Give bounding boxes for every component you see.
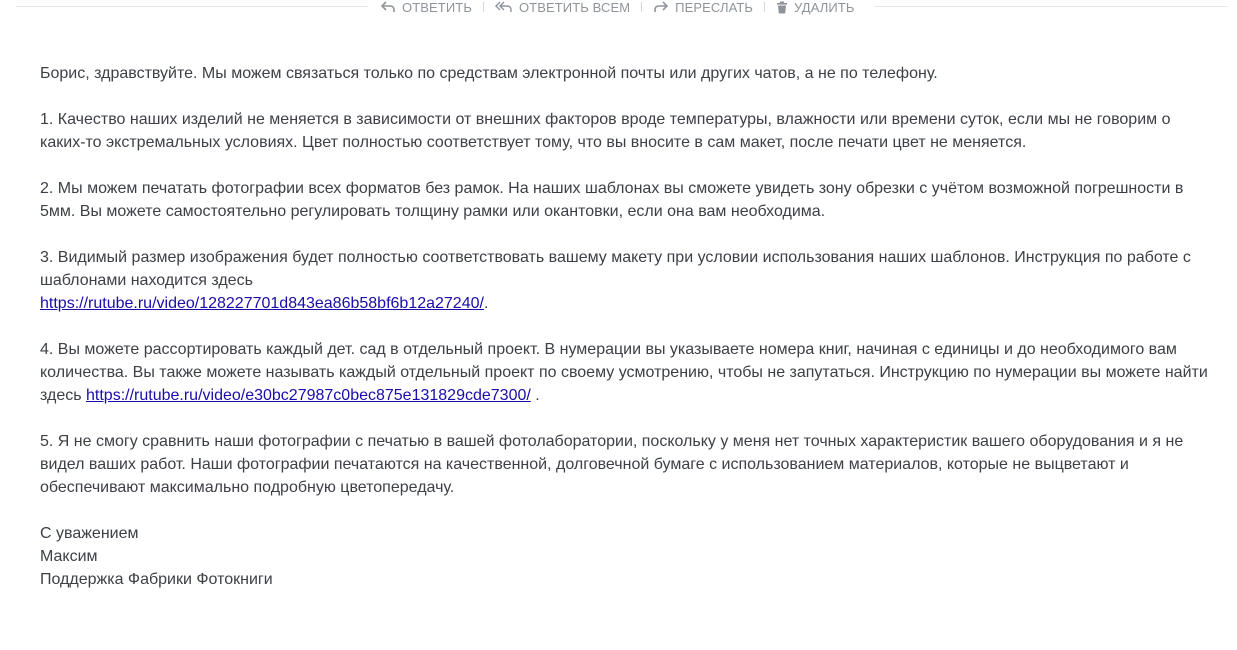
reply-all-button[interactable] (495, 0, 630, 15)
message-signature (40, 522, 1210, 591)
toolbar-separator (764, 2, 765, 12)
forward-label: ПЕРЕСЛАТЬ (675, 0, 754, 15)
forward-icon (653, 1, 669, 13)
toolbar-divider-left (16, 6, 368, 7)
delete-button[interactable] (776, 0, 854, 15)
signature-regards: С уважением (40, 525, 139, 542)
message-greeting: Борис, здравствуйте. Мы можем связаться только по средствам электронной почты или других чатов, а не по телефону. (40, 65, 938, 82)
toolbar-separator (483, 2, 484, 12)
message-toolbar (0, 0, 1237, 14)
numbering-video-link[interactable]: https://rutube.ru/video/e30bc27987c0bec875e131829cde7300/ (86, 387, 531, 404)
templates-video-link[interactable]: https://rutube.ru/video/128227701d843ea86b58bf6b12a27240/ (40, 295, 484, 312)
toolbar-divider-right (874, 6, 1228, 7)
message-paragraph-2: 2. Мы можем печатать фотографии всех форматов без рамок. На наших шаблонах вы сможете увидеть зону обрезки с учётом возможной погрешности в 5мм. Вы можете самостоятельно регулировать толщину рамки или окантовки, если она вам необходима. (40, 180, 1184, 220)
message-paragraph-1: 1. Качество наших изделий не меняется в зависимости от внешних факторов вроде температуры, влажности или времени суток, если мы не говорим о каких-то экстремальных условиях. Цвет полностью соответствует тому, что вы вносите в сам макет, после печати цвет не меняется. (40, 111, 1171, 151)
message-body (40, 62, 1210, 591)
reply-button[interactable] (380, 0, 472, 15)
message-paragraph-5: 5. Я не смогу сравнить наши фотографии с печатью в вашей фотолаборатории, поскольку у меня нет точных характеристик вашего оборудования и я не видел ваших работ. Наши фотографии печатаются на качественной, долговечной бумаге с использованием материалов, которые не выцветают и обеспечивают максимально подробную цветопередачу. (40, 433, 1184, 496)
toolbar-separator (641, 2, 642, 12)
delete-label: УДАЛИТЬ (794, 0, 855, 15)
message-paragraph-3 (40, 246, 1210, 315)
signature-name: Максим (40, 548, 98, 565)
paragraph-4-text: 4. Вы можете рассортировать каждый дет. сад в отдельный проект. В нумерации вы указываете номера книг, начиная с единицы и до необходимого вам количества. Вы также можете называть каждый отдельный проект по своему усмотрению, чтобы не запутаться. Инструкцию по нумерации вы можете найти здесь (40, 341, 1208, 404)
paragraph-3-tail: . (483, 295, 489, 312)
paragraph-4-tail: . (530, 387, 540, 404)
forward-button[interactable] (653, 0, 753, 15)
trash-icon (776, 1, 788, 14)
signature-company: Поддержка Фабрики Фотокниги (40, 571, 273, 588)
reply-icon (380, 1, 396, 13)
reply-all-label: ОТВЕТИТЬ ВСЕМ (518, 0, 631, 15)
message-paragraph-4 (40, 338, 1210, 407)
reply-label: ОТВЕТИТЬ (402, 0, 472, 15)
paragraph-3-text: 3. Видимый размер изображения будет полностью соответствовать вашему макету при условии использования наших шаблонов. Инструкция по работе с шаблонами находится здесь (40, 249, 1191, 289)
toolbar-actions (380, 0, 855, 17)
reply-all-icon (495, 1, 513, 13)
